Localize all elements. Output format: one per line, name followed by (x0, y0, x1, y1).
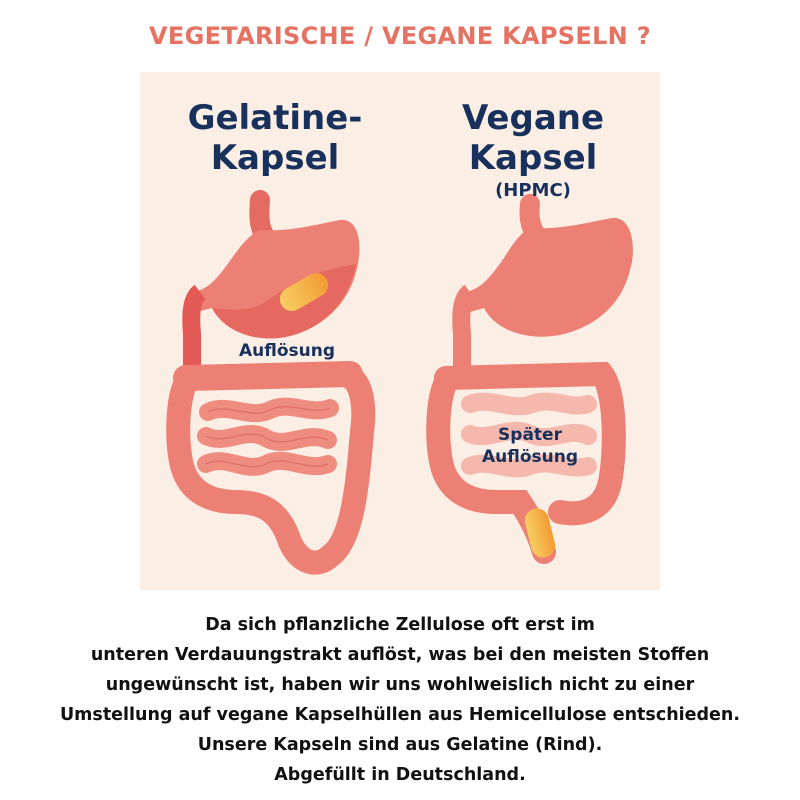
hpmc-subheading: (HPMC) (495, 180, 571, 201)
late-dissolution-label (470, 424, 590, 468)
heading-line: Kapsel (210, 138, 340, 178)
description-line: Unsere Kapseln sind aus Gelatine (Rind). (197, 735, 603, 755)
stomach-icon (461, 204, 633, 372)
vegan-capsule-heading (398, 98, 668, 178)
description-line: unteren Verdauungstrakt auflöst, was bei den meisten Stoffen (90, 645, 710, 665)
description-line: ungewünscht ist, haben wir uns wohlweislich nicht zu einer (105, 675, 695, 695)
description-line: Abgefüllt in Deutschland. (274, 765, 526, 785)
gelatine-capsule-heading (140, 98, 410, 178)
heading-line: Gelatine- (187, 98, 363, 138)
intestine-icon (178, 374, 363, 563)
heading-line: Kapsel (468, 138, 598, 178)
description-text (0, 610, 800, 790)
description-line: Da sich pflanzliche Zellulose oft erst im (205, 615, 595, 635)
label-line: Auflösung (481, 447, 579, 467)
description-line: Umstellung auf vegane Kapselhüllen aus Hemicellulose entschieden. (59, 705, 741, 725)
heading-line: Vegane (461, 98, 605, 138)
label-line: Später (498, 425, 562, 445)
comparison-panel (140, 72, 660, 590)
dissolution-label: Auflösung (238, 341, 336, 361)
page-title: VEGETARISCHE / VEGANE KAPSELN ? (149, 22, 651, 50)
